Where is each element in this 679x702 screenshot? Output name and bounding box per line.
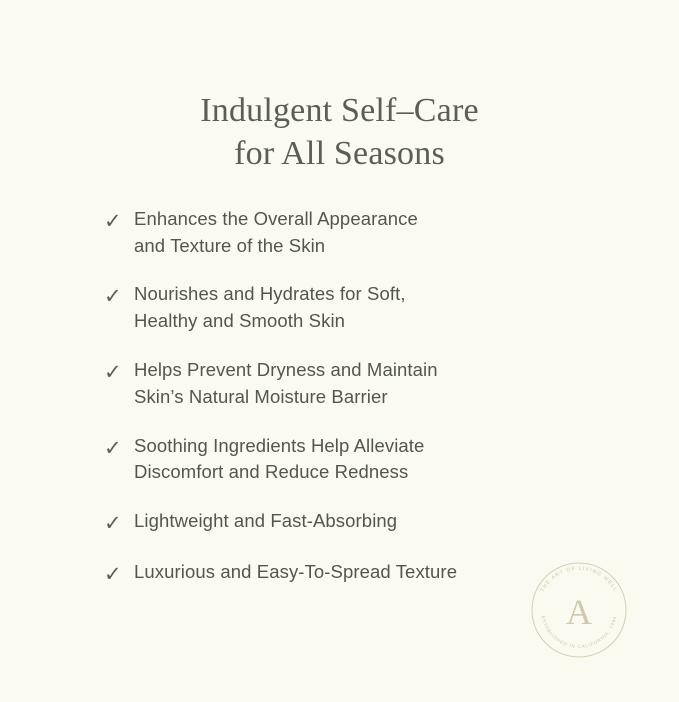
seal-text-bottom: ESTABLISHED IN CALIFORNIA, 1994 xyxy=(540,615,618,649)
check-icon: ✓ xyxy=(104,284,122,309)
benefit-text xyxy=(134,357,438,411)
benefit-text xyxy=(134,206,418,260)
page-title xyxy=(0,23,679,176)
seal-text-top: THE ART OF LIVING WELL xyxy=(539,565,619,594)
benefit-line: Soothing Ingredients Help Alleviate xyxy=(134,434,425,456)
benefit-line: Discomfort and Reduce Redness xyxy=(134,461,409,483)
seal-monogram: A xyxy=(566,591,592,632)
benefit-text xyxy=(134,559,457,586)
benefit-line: Skin’s Natural Moisture Barrier xyxy=(134,385,388,407)
benefit-line: Enhances the Overall Appearance xyxy=(134,207,418,229)
benefit-line: Helps Prevent Dryness and Maintain xyxy=(134,359,438,381)
check-icon: ✓ xyxy=(104,208,122,233)
list-item xyxy=(104,206,623,260)
benefits-list xyxy=(0,206,679,588)
list-item xyxy=(104,508,623,537)
check-icon: ✓ xyxy=(104,511,122,536)
benefit-line: and Texture of the Skin xyxy=(134,234,326,256)
benefit-text xyxy=(134,508,397,535)
benefit-text xyxy=(134,281,406,335)
brand-seal xyxy=(523,554,635,666)
check-icon: ✓ xyxy=(104,561,122,586)
list-item xyxy=(104,357,623,411)
benefit-text xyxy=(134,433,424,487)
check-icon: ✓ xyxy=(104,435,122,460)
check-icon: ✓ xyxy=(104,360,122,385)
list-item xyxy=(104,433,623,487)
benefit-line: Lightweight and Fast-Absorbing xyxy=(134,510,398,532)
benefit-line: Nourishes and Hydrates for Soft, xyxy=(134,283,406,305)
list-item xyxy=(104,281,623,335)
page-title-line-1: Indulgent Self–Care xyxy=(200,91,479,129)
benefit-line: Healthy and Smooth Skin xyxy=(134,310,346,332)
benefits-card xyxy=(0,23,679,702)
benefit-line: Luxurious and Easy-To-Spread Texture xyxy=(134,560,458,582)
page-title-line-2: for All Seasons xyxy=(234,135,445,173)
